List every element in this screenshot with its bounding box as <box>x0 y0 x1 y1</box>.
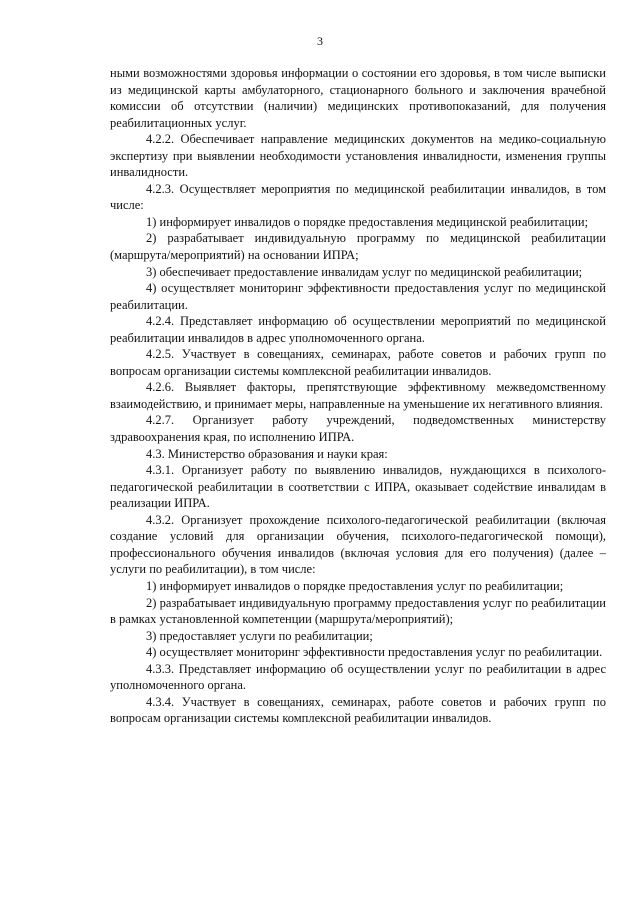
paragraph: ными возможностями здоровья информации о состоянии его здоровья, в том числе выписки из медицинской карты амбулаторного, стационарного больного и заключения врачебной комиссии об отсутствии (наличии) медицинских противопоказаний, для получения реабилитационных услуг. <box>110 66 606 130</box>
list-item: 2) разрабатывает индивидуальную программу предоставления услуг по реабилитации в рамках установленной компетенции (маршрута/мероприятий); <box>110 595 606 627</box>
list-item: 4) осуществляет мониторинг эффективности предоставления услуг по медицинской реабилитации. <box>110 281 606 312</box>
document-body <box>110 65 606 727</box>
list-item: 3) обеспечивает предоставление инвалидам услуг по медицинской реабилитации; <box>146 264 583 279</box>
paragraph: 4.3.1. Организует работу по выявлению инвалидов, нуждающихся в психолого-педагогической реабилитации в соответствии с ИПРА, оказывает содействие инвалидам в реализации ИПРА. <box>110 463 606 511</box>
paragraph: 4.2.3. Осуществляет мероприятия по медицинской реабилитации инвалидов, в том числе: <box>110 181 606 213</box>
list-item: 2) разрабатывает индивидуальную программу по медицинской реабилитации (маршрута/мероприятий) на основании ИПРА; <box>110 231 606 263</box>
paragraph: 4.3.2. Организует прохождение психолого-педагогической реабилитации (включая создание условий для организации обучения, психолого-педагогической помощи), профессионального обучения инвалидов (включая условия для его получения) (далее – услуги по реабилитации), в том числе: <box>110 512 606 577</box>
paragraph: 4.3.3. Представляет информацию об осуществлении услуг по реабилитации в адрес уполномоченного органа. <box>110 661 606 693</box>
list-item: 3) предоставляет услуги по реабилитации; <box>146 628 373 643</box>
paragraph: 4.3.4. Участвует в совещаниях, семинарах, работе советов и рабочих групп по вопросам организации системы комплексной реабилитации инвалидов. <box>110 694 606 726</box>
list-item: 1) информирует инвалидов о порядке предоставления услуг по реабилитации; <box>146 578 564 593</box>
list-item: 1) информирует инвалидов о порядке предоставления медицинской реабилитации; <box>146 214 589 229</box>
paragraph: 4.2.4. Представляет информацию об осуществлении мероприятий по медицинской реабилитации инвалидов в адрес уполномоченного органа. <box>110 314 606 345</box>
section-heading: 4.3. Министерство образования и науки края: <box>146 446 388 461</box>
list-item: 4) осуществляет мониторинг эффективности предоставления услуг по реабилитации. <box>146 645 603 660</box>
paragraph: 4.2.6. Выявляет факторы, препятствующие эффективному межведомственному взаимодействию, и принимает меры, направленные на уменьшение их негативного влияния. <box>110 380 606 411</box>
paragraph: 4.2.2. Обеспечивает направление медицинских документов на медико-социальную экспертизу при выявлении необходимости установления инвалидности, изменения группы инвалидности. <box>110 132 606 180</box>
paragraph: 4.2.7. Организует работу учреждений, подведомственных министерству здравоохранения края, по исполнению ИПРА. <box>110 413 606 445</box>
paragraph: 4.2.5. Участвует в совещаниях, семинарах, работе советов и рабочих групп по вопросам организации системы комплексной реабилитации инвалидов. <box>110 347 606 378</box>
page-number: 3 <box>317 34 323 48</box>
